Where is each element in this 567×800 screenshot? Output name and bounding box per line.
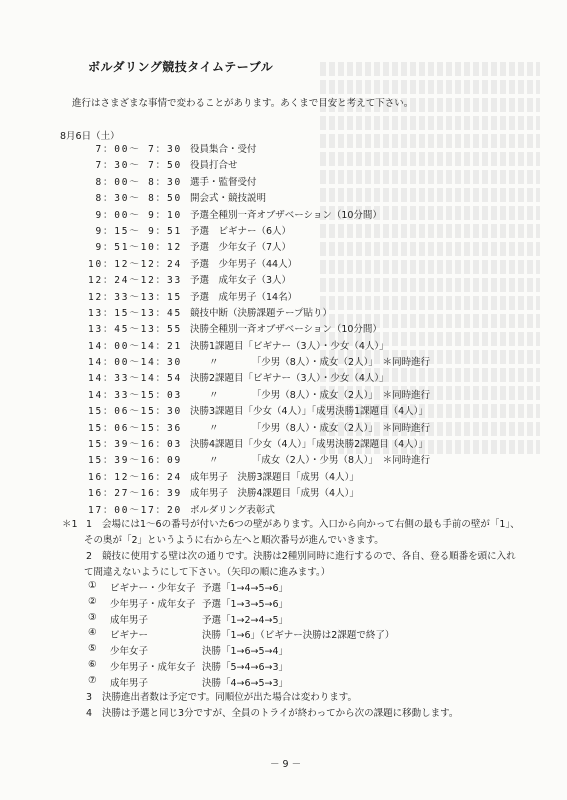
- schedule-row: [70, 190, 540, 206]
- schedule-list: [70, 141, 540, 518]
- schedule-time: 7：00～ 7：30: [95, 144, 182, 155]
- schedule-row: [70, 157, 540, 173]
- order-category: ビギナー: [110, 630, 149, 642]
- schedule-row: [70, 338, 540, 354]
- schedule-event: 役員集合・受付: [190, 144, 257, 155]
- schedule-time: 14：33～14：54: [87, 373, 182, 385]
- schedule-time: 9：15～ 9：51: [95, 225, 182, 237]
- schedule-row: [70, 452, 540, 468]
- schedule-time: 14：00～14：30: [87, 357, 182, 369]
- schedule-event: 決勝2課題目「ビギナー（3人）・少女（4人）」: [190, 373, 389, 385]
- schedule-event: ボルダリング表彰式: [190, 504, 275, 516]
- schedule-event: 予選 少年男子（44人）: [190, 258, 298, 270]
- schedule-row: [70, 174, 540, 190]
- schedule-row: [70, 256, 540, 272]
- schedule-row: [70, 436, 540, 452]
- order-route: 予選「1→3→5→6」: [202, 598, 289, 610]
- order-route: 決勝「5→4→6→3」: [202, 661, 289, 673]
- order-number: ⑥: [88, 658, 97, 670]
- schedule-event: 役員打合せ: [190, 160, 238, 172]
- schedule-time: 12：33～13：15: [87, 291, 182, 303]
- schedule-row: [70, 305, 540, 321]
- order-category: 少年女子: [110, 646, 149, 658]
- note-number: 4: [86, 708, 93, 719]
- order-category: 少年男子・成年女子: [110, 661, 196, 673]
- order-number: ④: [88, 627, 97, 639]
- schedule-event: 競技中断（決勝課題テープ貼り）: [190, 307, 333, 319]
- note-number: 3: [86, 692, 93, 703]
- note-mark: ＊1: [62, 519, 78, 530]
- schedule-row: [70, 223, 540, 239]
- schedule-time: 15：39～16：09: [87, 455, 182, 467]
- order-route: 予選「1→4→5→6」: [202, 583, 289, 594]
- schedule-time: 10：12～12：24: [87, 258, 182, 270]
- schedule-time: 13：15～13：45: [87, 307, 182, 319]
- order-route: 予選「1→2→4→5」: [202, 614, 289, 626]
- schedule-row: [70, 370, 540, 386]
- order-number: ②: [88, 595, 97, 607]
- note-text: 決勝進出者数は予定です。同順位が出た場合は変わります。: [102, 692, 357, 703]
- schedule-row: [70, 403, 540, 419]
- schedule-time: 16：12～16：24: [87, 471, 182, 483]
- schedule-time: 14：00～14：21: [87, 340, 182, 352]
- page-number: － 9 －: [270, 759, 302, 770]
- schedule-event: 〃 「少男（8人）・成女（2人）」 ＊同時進行: [190, 357, 431, 369]
- note-number: 2: [86, 551, 93, 562]
- schedule-time: 16：27～16：39: [87, 488, 182, 500]
- note-text: 会場には1～6の番号が付いた6つの壁があります。入口から向かって右側の最も手前の壁が「1」、: [102, 519, 520, 530]
- schedule-row: [70, 502, 540, 518]
- schedule-time: 8：30～ 8：50: [95, 193, 182, 205]
- order-number: ①: [88, 580, 97, 591]
- page-title: ボルダリング競技タイムテーブル: [88, 60, 274, 74]
- schedule-row: [70, 321, 540, 337]
- schedule-time: 13：45～13：55: [87, 324, 182, 336]
- schedule-row: [70, 207, 540, 223]
- schedule-event: 予選 少年女子（7人）: [190, 242, 292, 254]
- schedule-event: 決勝全種別一斉オブザベーション（10分間）: [190, 324, 382, 336]
- schedule-time: 9：51～10：12: [95, 242, 182, 254]
- schedule-time: 15：39～16：03: [87, 439, 182, 451]
- note-2-line-2: [62, 565, 542, 581]
- schedule-event: 開会式・競技説明: [190, 193, 267, 205]
- schedule-event: 〃 「少男（8人）・成女（2人）」 ＊同時進行: [190, 389, 431, 401]
- note-number: 1: [86, 519, 93, 530]
- schedule-event: 選手・監督受付: [190, 176, 257, 188]
- schedule-time: 15：06～15：30: [87, 406, 182, 418]
- schedule-event: 予選全種別一斉オブザベーション（10分間）: [190, 209, 382, 221]
- note-1-line-2: [62, 533, 542, 549]
- intro-text: 進行はさまざまな事情で変わることがあります。あくまで目安と考えて下さい。: [72, 98, 414, 109]
- schedule-time: 17：00～17：20: [87, 504, 182, 516]
- order-category: 少年男子・成年女子: [110, 598, 196, 610]
- schedule-event: 成年男子 決勝3課題目「成男（4人）」: [190, 471, 359, 483]
- note-1-line-1: [62, 517, 542, 533]
- schedule-time: 15：06～15：36: [87, 422, 182, 434]
- schedule-event: 予選 ビギナー（6人）: [190, 225, 292, 237]
- order-route: 決勝「1→6→5→4」: [202, 646, 289, 658]
- schedule-event: 成年男子 決勝4課題目「成男（4人）」: [190, 488, 359, 500]
- schedule-date: 8月6日（土）: [60, 131, 120, 142]
- schedule-time: 8：00～ 8：30: [95, 176, 182, 188]
- schedule-event: 決勝4課題目「少女（4人）」「成男決勝2課題目（4人）」: [190, 439, 428, 451]
- note-text: その奥が「2」というように右から左へと順次番号が進んでいきます。: [84, 535, 384, 546]
- schedule-row: [70, 420, 540, 436]
- note-text: て間違えないようにして下さい。（矢印の順に進みます。）: [84, 567, 331, 578]
- schedule-event: 〃 「少男（8人）・成女（2人）」 ＊同時進行: [190, 422, 431, 434]
- order-category: 成年男子: [110, 614, 149, 626]
- schedule-time: 9：00～ 9：10: [95, 209, 182, 221]
- schedule-row: [70, 272, 540, 288]
- order-category: 成年男子: [110, 677, 149, 689]
- note-2-line-1: [62, 549, 542, 565]
- schedule-time: 7：30～ 7：50: [95, 160, 182, 172]
- schedule-row: [70, 387, 540, 403]
- schedule-event: 予選 成年男子（14名）: [190, 291, 298, 303]
- schedule-event: 〃 「成女（2人）・少男（8人）」 ＊同時進行: [190, 455, 431, 467]
- order-route: 決勝「4→6→5→3」: [202, 677, 289, 689]
- order-number: ⑦: [88, 674, 97, 686]
- order-number: ⑤: [88, 643, 97, 655]
- order-number: ③: [88, 611, 97, 623]
- schedule-row: [70, 469, 540, 485]
- schedule-row: [70, 354, 540, 370]
- note-text: 決勝は予選と同じ3分ですが、全員のトライが終わってから次の課題に移動します。: [102, 708, 459, 719]
- order-route: 決勝「1→6」（ビギナー決勝は2課題で終了）: [202, 630, 395, 642]
- schedule-time: 12：24～12：33: [87, 275, 182, 287]
- schedule-time: 14：33～15：03: [87, 389, 182, 401]
- schedule-event: 決勝1課題目「ビギナー（3人）・少女（4人）」: [190, 340, 389, 352]
- notes-section: [62, 517, 542, 581]
- schedule-row: [70, 485, 540, 501]
- note-text: 競技に使用する壁は次の通りです。決勝は2種別同時に進行するので、各自、登る順番を頭に入れ: [102, 551, 516, 562]
- schedule-row: [70, 289, 540, 305]
- schedule-event: 決勝3課題目「少女（4人）」「成男決勝1課題目（4人）」: [190, 406, 428, 418]
- schedule-row: [70, 239, 540, 255]
- schedule-row: [70, 141, 540, 157]
- schedule-event: 予選 成年女子（3人）: [190, 275, 292, 287]
- order-category: ビギナー・少年女子: [110, 583, 196, 594]
